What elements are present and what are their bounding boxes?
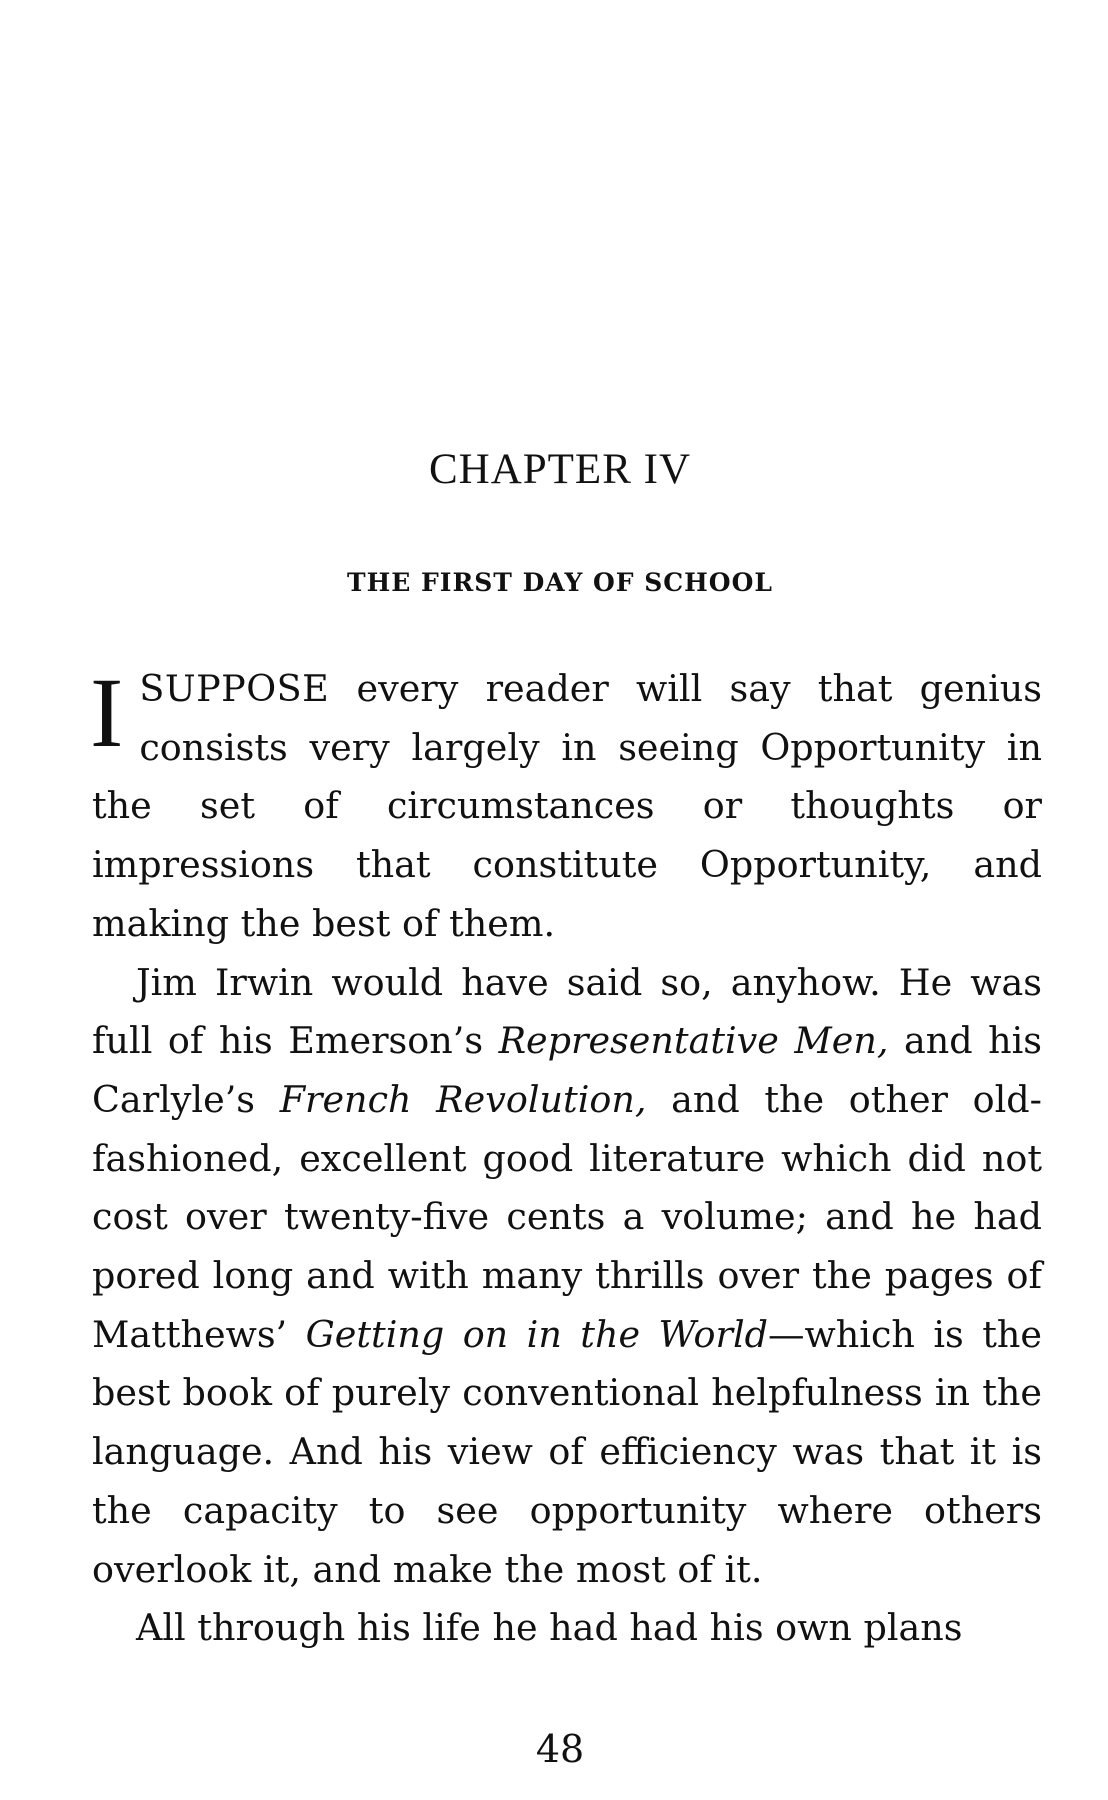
page-number: 48 — [535, 1727, 585, 1771]
drop-cap: I — [90, 657, 124, 768]
paragraph-2 — [92, 954, 1042, 1600]
body-text — [90, 657, 1042, 1658]
paragraph-text: every reader will say that genius consists very largely in seeing Opportunity in the set of circumstances or thoughts or impressions that constitute Opportunity, and making the best of them. — [92, 667, 1042, 945]
paragraph-text: All through his life he had had his own plans — [136, 1606, 963, 1650]
paragraph-1 — [90, 657, 1042, 954]
paragraph-lead-word: SUPPOSE — [139, 667, 330, 710]
book-title-italic: French Revolution, — [279, 1077, 647, 1121]
chapter-subtitle: THE FIRST DAY OF SCHOOL — [347, 568, 773, 597]
chapter-heading: CHAPTER IV — [428, 446, 692, 493]
paragraph-text: and the other old-fashioned, excellent good literature which did not cost over twenty-five cents a volume; and he had pored long and with many thrills over the pages of Matthews’ — [92, 1077, 1042, 1356]
paragraph-text: Jim Irwin would have said so, anyhow. He was full of his Emerson’s — [92, 960, 1042, 1063]
paragraph-3 — [92, 1599, 1042, 1658]
paragraph-text: and his Carlyle’s — [92, 1019, 1042, 1121]
book-title-italic: Representative Men, — [498, 1019, 889, 1063]
book-title-italic: Getting on in the World — [305, 1312, 769, 1356]
paragraph-text: —which is the best book of purely conventional helpfulness in the language. And his view of efficiency was that it is the capacity to see opportunity where others overlook it, and make the most of it. — [92, 1312, 1042, 1591]
